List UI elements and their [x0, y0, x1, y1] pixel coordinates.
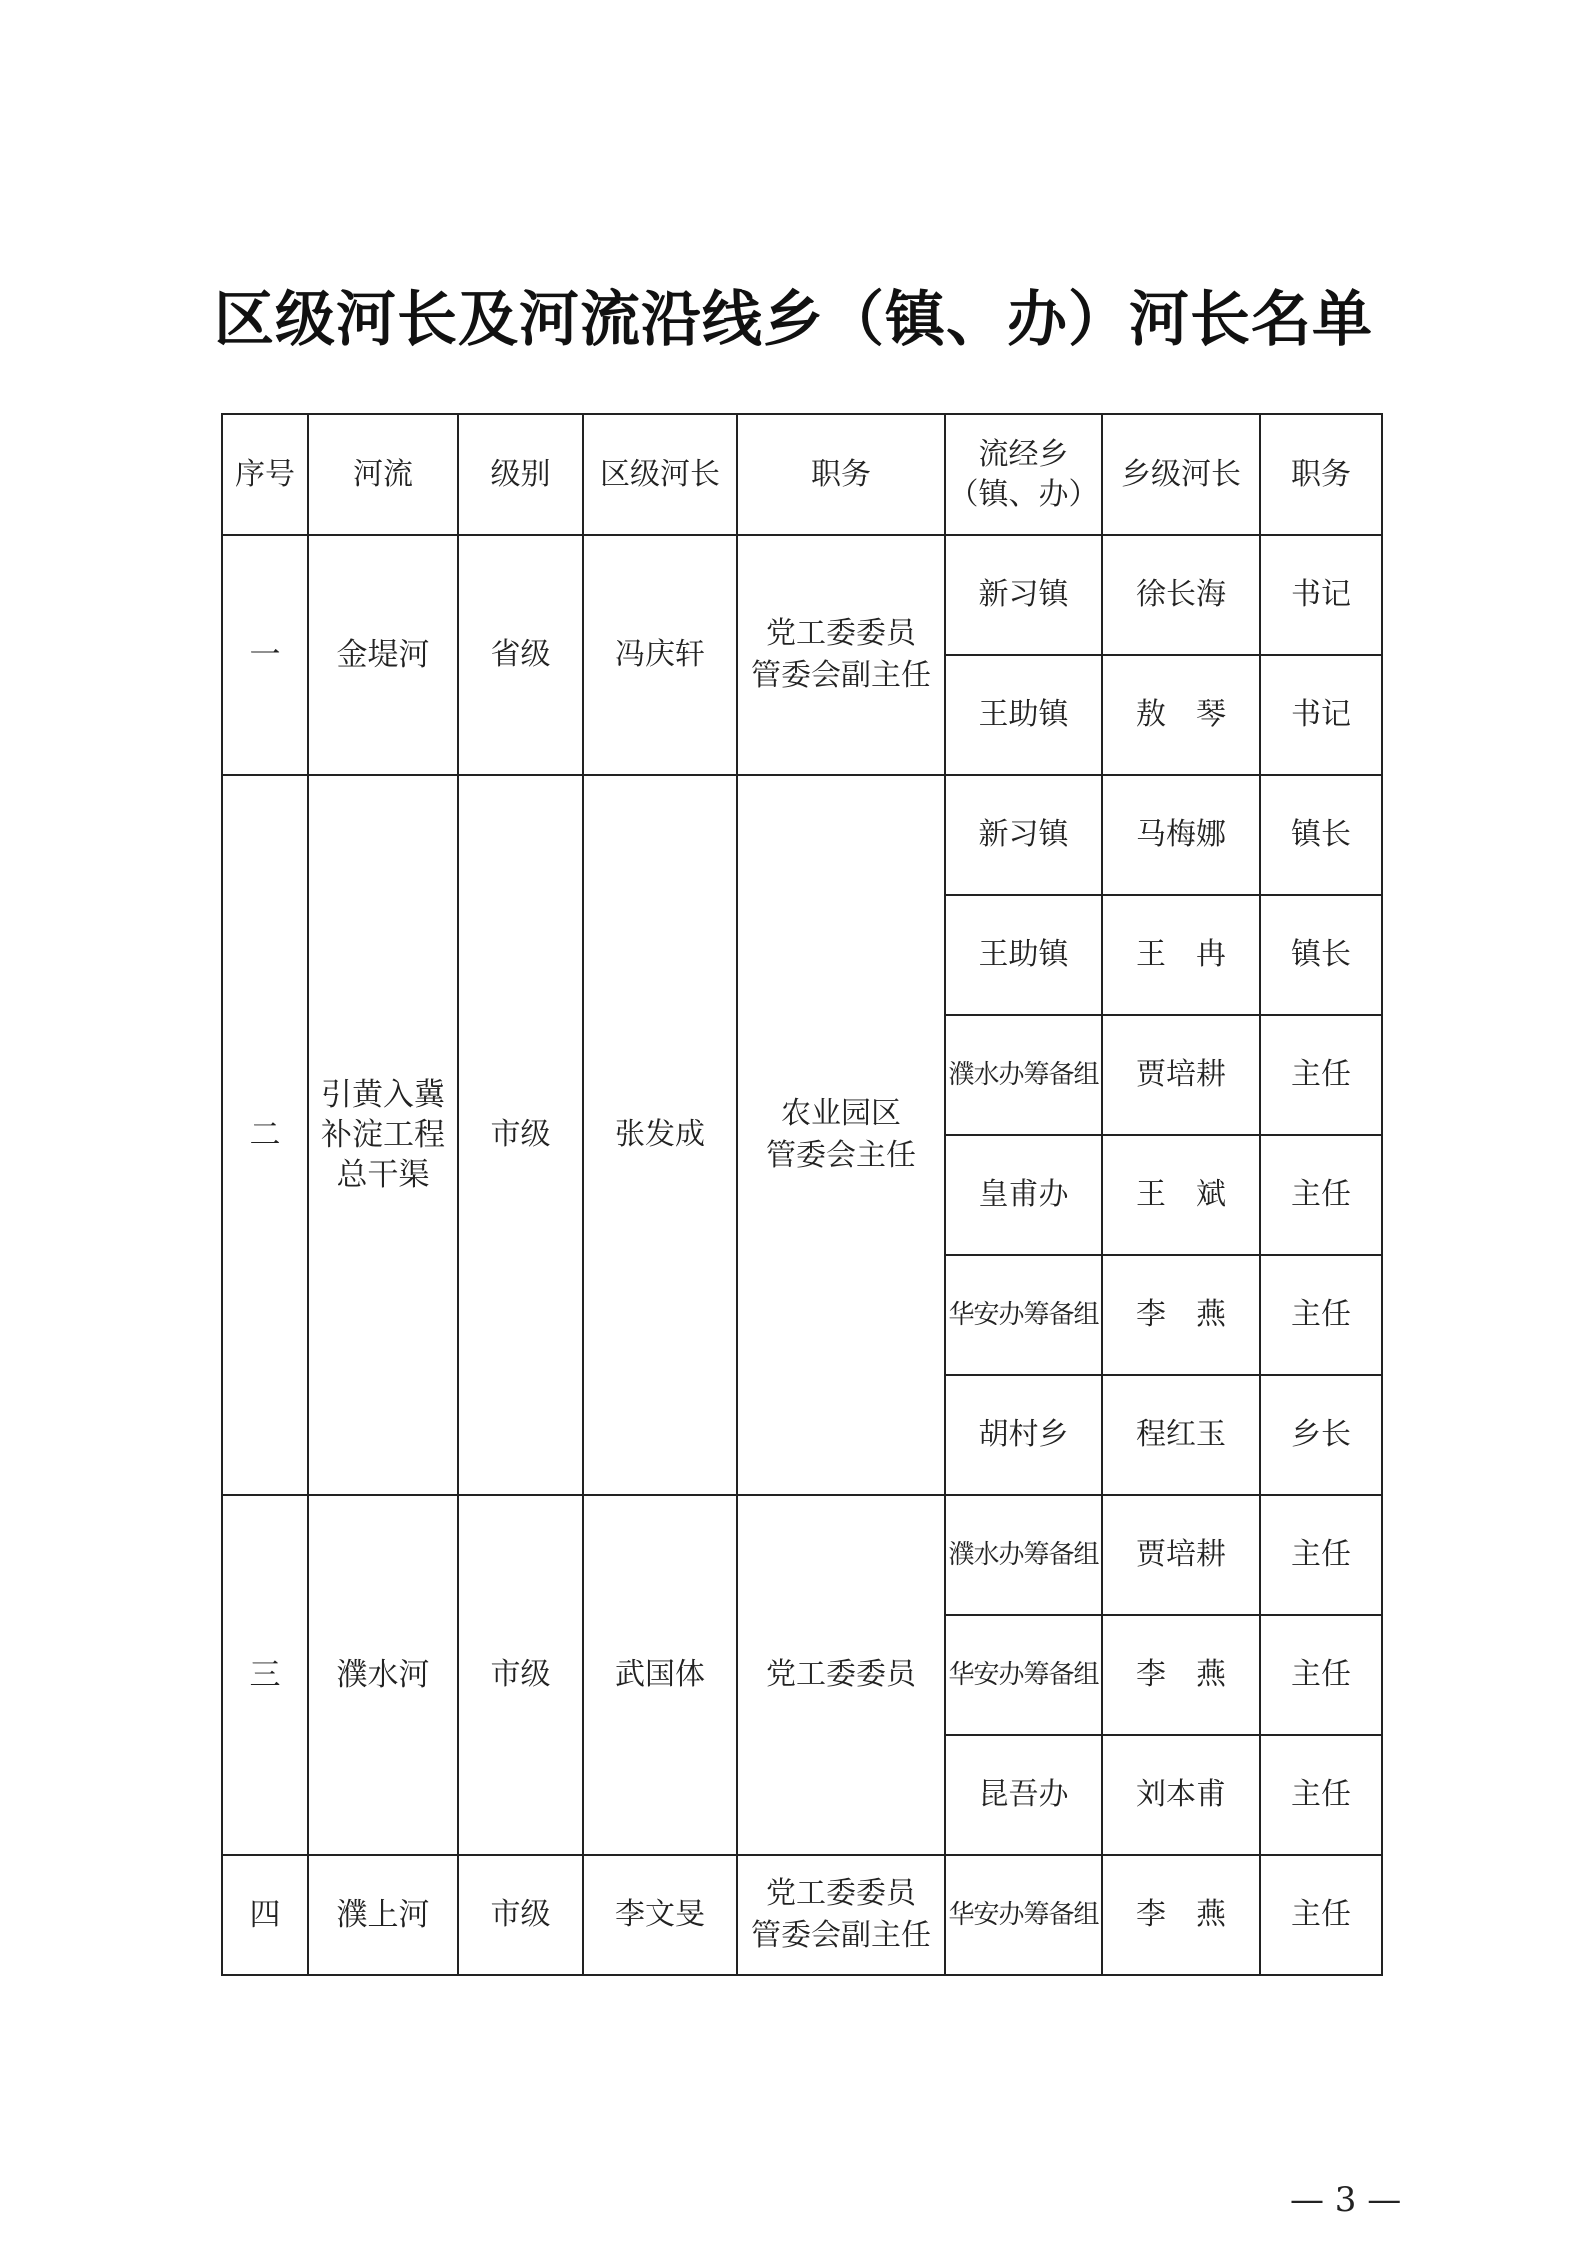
header-level: 级别 [458, 414, 583, 535]
river-cell [308, 1855, 458, 1975]
level-cell: 市级 [458, 1855, 583, 1975]
town-post-cell: 主任 [1260, 1495, 1382, 1615]
post-line: 管委会副主任 [751, 1918, 931, 1953]
town-post-cell: 镇长 [1260, 775, 1382, 895]
table-row [222, 775, 1382, 895]
town-post-cell: 书记 [1260, 535, 1382, 655]
town-post-cell: 主任 [1260, 1855, 1382, 1975]
seq-cell: 三 [222, 1495, 308, 1855]
town-post-cell: 镇长 [1260, 895, 1382, 1015]
post-line: 管委会副主任 [751, 658, 931, 693]
town-cell: 皇甫办 [945, 1135, 1102, 1255]
town-post-cell: 主任 [1260, 1615, 1382, 1735]
header-town-chief: 乡级河长 [1102, 414, 1260, 535]
header-towns-line1: 流经乡 [978, 436, 1069, 472]
town-cell: 濮水办筹备组 [945, 1495, 1102, 1615]
town-chief-cell: 王 冉 [1102, 895, 1260, 1015]
page-number: — 3 — [1290, 2180, 1402, 2220]
header-seq: 序号 [222, 414, 308, 535]
town-post-cell: 主任 [1260, 1015, 1382, 1135]
river-cell [308, 535, 458, 775]
town-cell: 濮水办筹备组 [945, 1015, 1102, 1135]
header-river: 河流 [308, 414, 458, 535]
town-cell: 新习镇 [945, 775, 1102, 895]
town-chief-cell: 马梅娜 [1102, 775, 1260, 895]
town-cell: 华安办筹备组 [945, 1615, 1102, 1735]
town-chief-cell: 贾培耕 [1102, 1495, 1260, 1615]
header-town-post: 职务 [1260, 414, 1382, 535]
post-line: 党工委委员 [766, 1657, 916, 1692]
town-post-cell: 书记 [1260, 655, 1382, 775]
post-cell [737, 1495, 945, 1855]
town-cell: 新习镇 [945, 535, 1102, 655]
town-chief-cell: 刘本甫 [1102, 1735, 1260, 1855]
post-line: 农业园区 [781, 1096, 901, 1131]
district-chief-cell: 李文旻 [583, 1855, 737, 1975]
post-cell [737, 535, 945, 775]
town-post-cell: 主任 [1260, 1735, 1382, 1855]
river-cell [308, 1495, 458, 1855]
town-chief-cell: 李 燕 [1102, 1615, 1260, 1735]
river-chief-table [221, 413, 1383, 1976]
header-district-chief: 区级河长 [583, 414, 737, 535]
town-chief-cell: 李 燕 [1102, 1855, 1260, 1975]
post-line: 党工委委员 [766, 616, 916, 651]
river-name-line: 补淀工程 [321, 1117, 445, 1153]
river-name-line: 金堤河 [336, 637, 430, 673]
river-cell [308, 775, 458, 1495]
post-cell [737, 775, 945, 1495]
level-cell: 省级 [458, 535, 583, 775]
town-chief-cell: 徐长海 [1102, 535, 1260, 655]
town-chief-cell: 李 燕 [1102, 1255, 1260, 1375]
post-line: 管委会主任 [766, 1138, 916, 1173]
town-chief-cell: 王 斌 [1102, 1135, 1260, 1255]
town-cell: 华安办筹备组 [945, 1255, 1102, 1375]
header-row [222, 414, 1382, 535]
level-cell: 市级 [458, 775, 583, 1495]
district-chief-cell: 冯庆轩 [583, 535, 737, 775]
level-cell: 市级 [458, 1495, 583, 1855]
table-row [222, 1855, 1382, 1975]
town-cell: 王助镇 [945, 895, 1102, 1015]
town-chief-cell: 程红玉 [1102, 1375, 1260, 1495]
river-name-line: 濮上河 [336, 1897, 430, 1933]
post-cell [737, 1855, 945, 1975]
town-post-cell: 主任 [1260, 1255, 1382, 1375]
table-row [222, 535, 1382, 655]
river-name-line: 总干渠 [336, 1157, 430, 1193]
town-cell: 昆吾办 [945, 1735, 1102, 1855]
town-chief-cell: 敖 琴 [1102, 655, 1260, 775]
header-towns [945, 414, 1102, 535]
town-chief-cell: 贾培耕 [1102, 1015, 1260, 1135]
post-line: 党工委委员 [766, 1876, 916, 1911]
seq-cell: 二 [222, 775, 308, 1495]
town-cell: 胡村乡 [945, 1375, 1102, 1495]
town-cell: 王助镇 [945, 655, 1102, 775]
seq-cell: 一 [222, 535, 308, 775]
river-name-line: 引黄入冀 [321, 1077, 445, 1113]
header-post: 职务 [737, 414, 945, 535]
town-post-cell: 主任 [1260, 1135, 1382, 1255]
town-cell: 华安办筹备组 [945, 1855, 1102, 1975]
table-body [222, 535, 1382, 1975]
town-post-cell: 乡长 [1260, 1375, 1382, 1495]
river-name-line: 濮水河 [336, 1657, 430, 1693]
district-chief-cell: 武国体 [583, 1495, 737, 1855]
header-towns-line2: （镇、办） [948, 476, 1099, 512]
table-row [222, 1495, 1382, 1615]
district-chief-cell: 张发成 [583, 775, 737, 1495]
seq-cell: 四 [222, 1855, 308, 1975]
page-title: 区级河长及河流沿线乡（镇、办）河长名单 [214, 285, 1373, 355]
